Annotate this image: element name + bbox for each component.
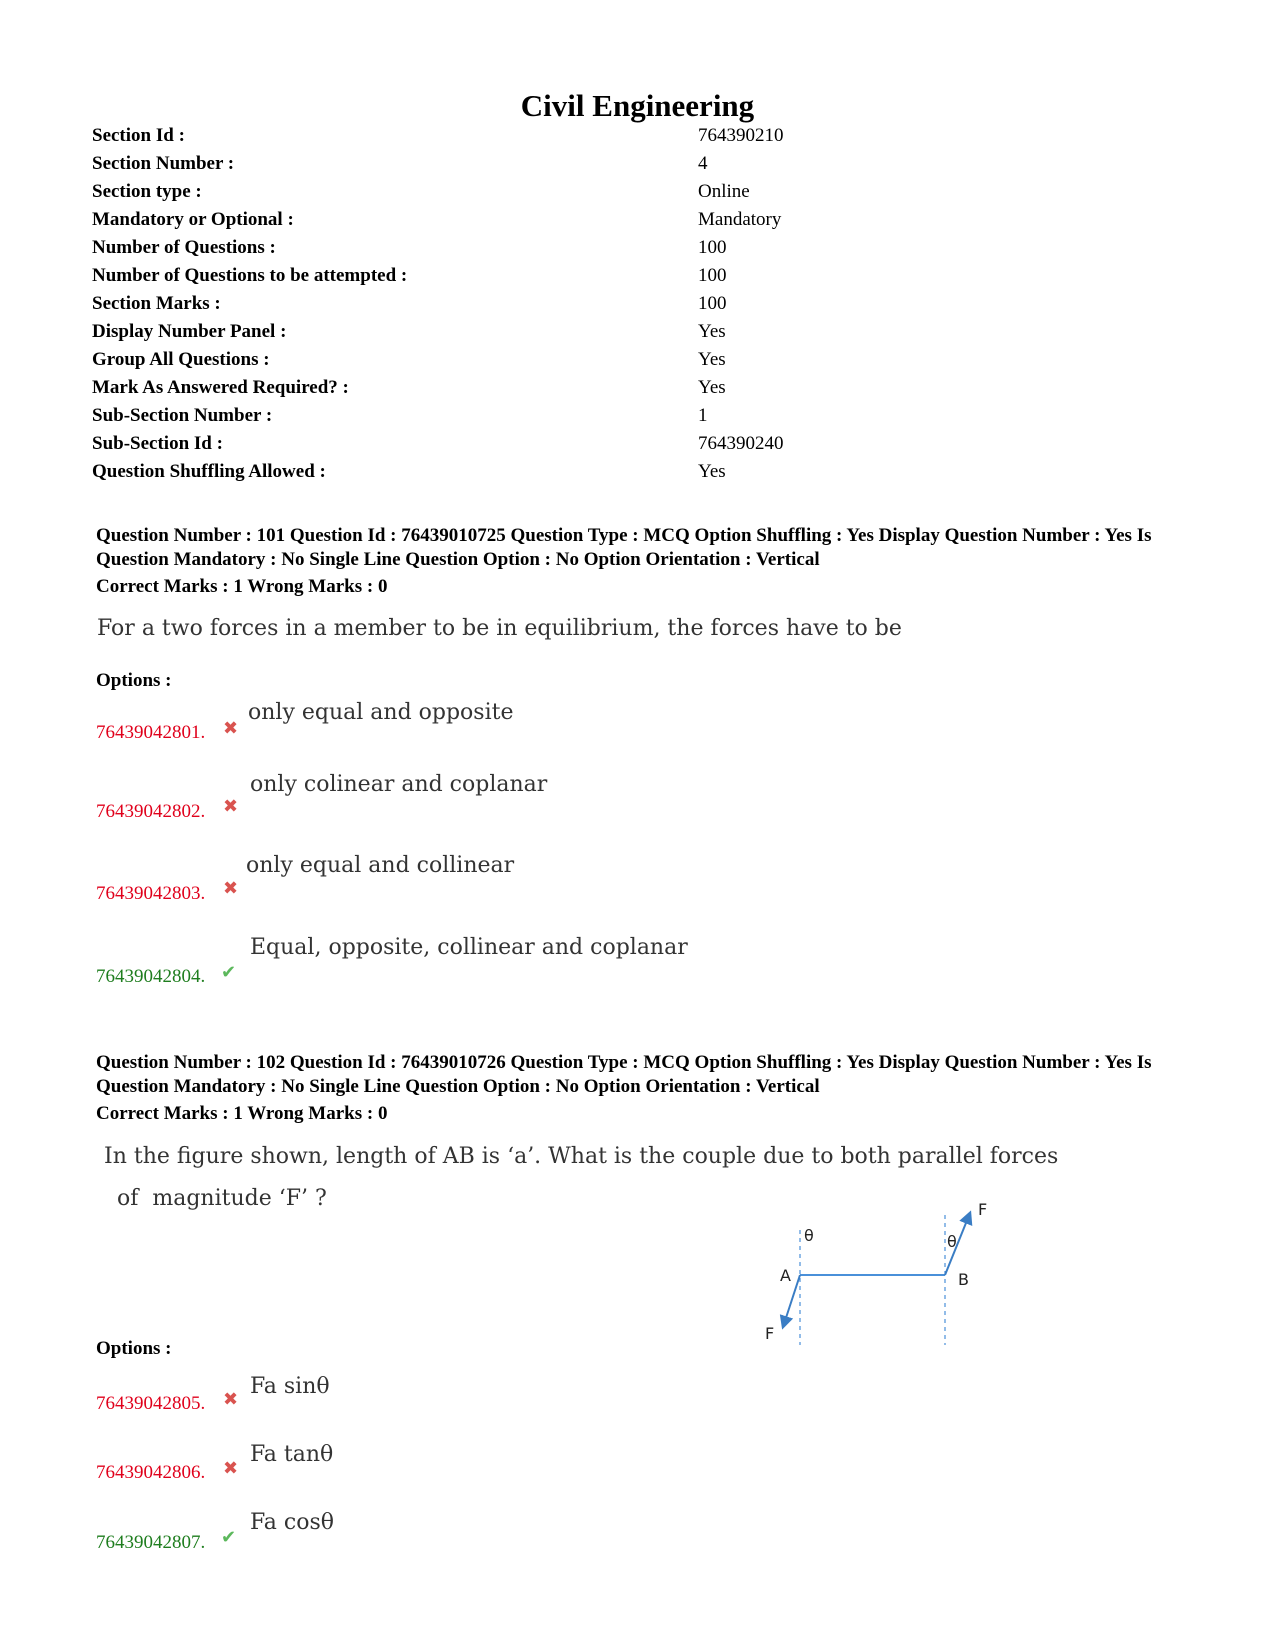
meta-value: 1 [698,405,708,426]
meta-row [0,433,1275,461]
options-label: Options : [96,1338,172,1359]
meta-value: Yes [698,321,726,342]
question-marks: Correct Marks : 1 Wrong Marks : 0 [96,1103,388,1124]
wrong-mark-icon: ✖ [223,1458,239,1478]
meta-row [0,265,1275,293]
meta-row [0,349,1275,377]
option-id: 76439042805. [96,1393,206,1414]
question-text-line2: of magnitude ‘F’ ? [117,1186,327,1211]
option-id: 76439042806. [96,1462,206,1483]
option-text: only equal and collinear [246,853,515,878]
meta-value: 100 [698,237,727,258]
option-text: Equal, opposite, collinear and coplanar [250,935,688,960]
meta-label: Section type : [92,181,202,202]
option-text: only colinear and coplanar [250,772,548,797]
meta-row [0,405,1275,433]
option-id: 76439042804. [96,966,206,987]
option-text: Fa sinθ [250,1374,330,1399]
meta-label: Mandatory or Optional : [92,209,294,230]
option-id: 76439042807. [96,1532,206,1553]
meta-row [0,153,1275,181]
option-id: 76439042801. [96,722,206,743]
page-title: Civil Engineering [520,88,755,123]
question-header: Question Number : 101 Question Id : 76439010725 Question Type : MCQ Option Shuffling : Yes Display Question Number : Yes Is Question Mandatory : No Single Line Question Option : No Option Orientation : Vertical [96,525,1152,570]
meta-row [0,125,1275,153]
meta-label: Section Number : [92,153,235,174]
meta-value: Yes [698,377,726,398]
meta-row [0,237,1275,265]
meta-row [0,377,1275,405]
option-text: Fa tanθ [250,1442,334,1467]
meta-value: 100 [698,293,727,314]
question-marks: Correct Marks : 1 Wrong Marks : 0 [96,576,388,597]
option-id: 76439042803. [96,883,206,904]
meta-label: Question Shuffling Allowed : [92,461,326,482]
figure-label-f-bottom: F [765,1324,775,1343]
figure-label-theta-a: θ [804,1226,814,1245]
meta-value: Yes [698,461,726,482]
meta-value: Online [698,181,750,202]
wrong-mark-icon: ✖ [223,796,239,816]
option-text: only equal and opposite [248,700,514,725]
question-header: Question Number : 102 Question Id : 76439010726 Question Type : MCQ Option Shuffling : Yes Display Question Number : Yes Is Question Mandatory : No Single Line Question Option : No Option Orientation : Vertical [96,1052,1152,1097]
figure-label-theta-b: θ [947,1232,957,1251]
wrong-mark-icon: ✖ [223,1389,239,1409]
meta-row [0,209,1275,237]
meta-label: Section Marks : [92,293,221,314]
option-text: Fa cosθ [250,1510,334,1535]
meta-label: Sub-Section Id : [92,433,223,454]
meta-value: 764390210 [698,125,784,146]
options-label: Options : [96,670,172,691]
option-id: 76439042802. [96,801,206,822]
question-text: In the figure shown, length of AB is ‘a’. What is the couple due to both parallel forces [104,1144,1059,1169]
wrong-mark-icon: ✖ [223,878,239,898]
meta-label: Mark As Answered Required? : [92,377,349,398]
meta-row [0,461,1275,489]
meta-label: Section Id : [92,125,185,146]
check-mark-icon: ✔ [221,1527,237,1547]
meta-label: Number of Questions : [92,237,276,258]
meta-row [0,181,1275,209]
meta-row [0,321,1275,349]
meta-value: Yes [698,349,726,370]
meta-value: 4 [698,153,708,174]
meta-row [0,293,1275,321]
figure-label-f-top: F [978,1200,988,1219]
meta-value: Mandatory [698,209,782,230]
figure-label-b: B [958,1270,969,1289]
figure-label-a: A [780,1266,791,1285]
meta-label: Display Number Panel : [92,321,287,342]
check-mark-icon: ✔ [221,962,237,982]
force-couple-figure [750,1195,1000,1345]
meta-label: Number of Questions to be attempted : [92,265,408,286]
meta-label: Group All Questions : [92,349,270,370]
meta-value: 764390240 [698,433,784,454]
meta-value: 100 [698,265,727,286]
wrong-mark-icon: ✖ [223,718,239,738]
question-text: For a two forces in a member to be in equilibrium, the forces have to be [97,616,902,641]
meta-label: Sub-Section Number : [92,405,273,426]
